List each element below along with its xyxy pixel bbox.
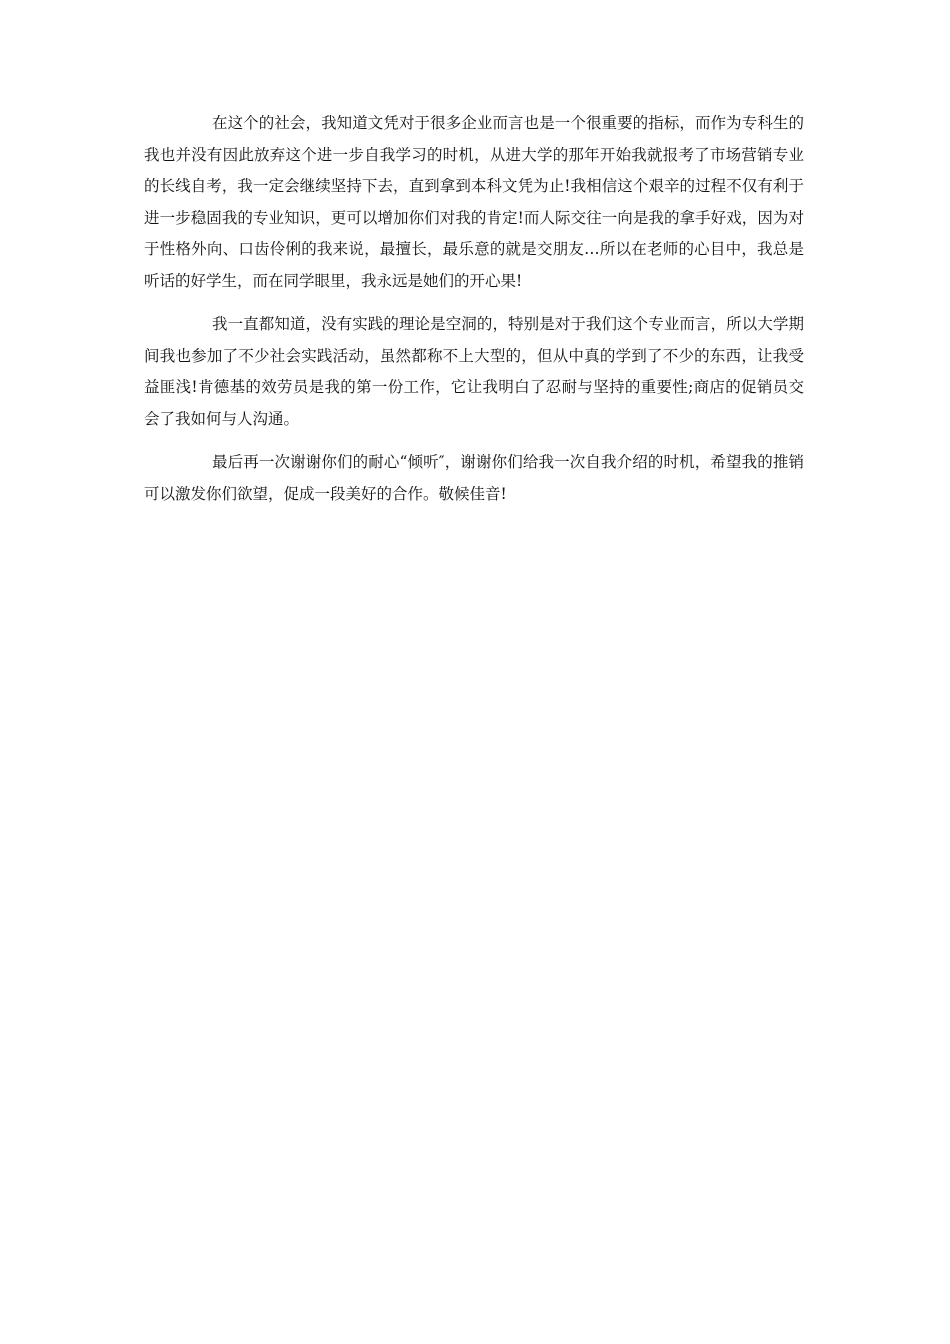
document-body: [144, 108, 804, 522]
paragraph-practice: 我一直都知道，没有实践的理论是空洞的，特别是对于我们这个专业而言，所以大学期间我也参加了不少社会实践活动，虽然都称不上大型的，但从中真的学到了不少的东西，让我受益匪浅!肯德基的效劳员是我的第一份工作，它让我明白了忍耐与坚持的重要性;商店的促销员交会了我如何与人沟通。: [144, 315, 804, 428]
paragraph-closing: 最后再一次谢谢你们的耐心“倾听″，谢谢你们给我一次自我介绍的时机，希望我的推销可以激发你们欲望，促成一段美好的合作。敬候佳音!: [144, 453, 804, 503]
paragraph-education: 在这个的社会，我知道文凭对于很多企业而言也是一个很重要的指标，而作为专科生的我也并没有因此放弃这个进一步自我学习的时机，从进大学的那年开始我就报考了市场营销专业的长线自考，我一定会继续坚持下去，直到拿到本科文凭为止!我相信这个艰辛的过程不仅有利于进一步稳固我的专业知识，更可以增加你们对我的肯定!而人际交往一向是我的拿手好戏，因为对于性格外向、口齿伶俐的我来说，最擅长，最乐意的就是交朋友…所以在老师的心目中，我总是听话的好学生，而在同学眼里，我永远是她们的开心果!: [144, 114, 804, 290]
